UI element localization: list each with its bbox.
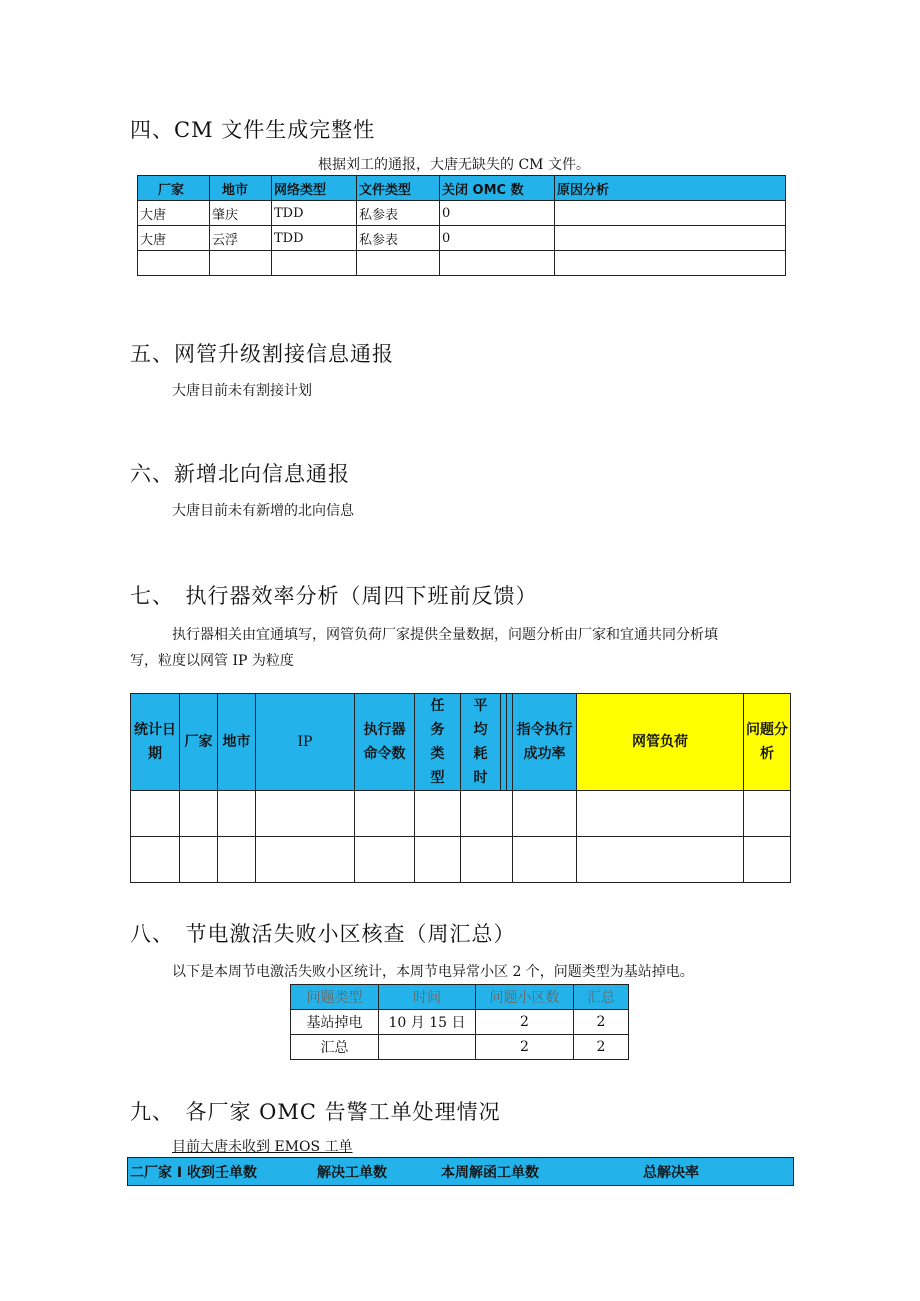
section-8-text: 以下是本周节电激活失败小区统计，本周节电异常小区 2 个，问题类型为基站掉电。 — [172, 964, 694, 980]
col-header: 文件类型 — [357, 176, 440, 201]
table-cell — [744, 837, 791, 883]
table-cell — [555, 201, 786, 226]
table-header-row — [131, 694, 791, 791]
table-cell — [577, 837, 744, 883]
col-header: 统计日期 — [131, 694, 180, 791]
table-cell — [256, 791, 355, 837]
table-cell: 2 — [574, 1010, 629, 1035]
col-header: 解决工单数 — [317, 1165, 387, 1181]
table-cell — [272, 251, 357, 276]
table-cell — [440, 251, 555, 276]
col-header: 问题小区数 — [476, 985, 574, 1010]
table-cell: TDD — [272, 226, 357, 251]
table-cell: 2 — [476, 1010, 574, 1035]
table-cell — [131, 791, 180, 837]
section-6-heading: 六、新增北向信息通报 — [130, 462, 350, 486]
table-cell — [577, 791, 744, 837]
col-header: 问题分析 — [744, 694, 791, 791]
table-cell — [513, 791, 577, 837]
table-cell — [513, 837, 577, 883]
executor-efficiency-table — [130, 693, 791, 883]
table-row — [291, 1010, 629, 1035]
table-row — [138, 226, 786, 251]
table-cell: 0 — [440, 201, 555, 226]
col-header: 本周解函工单数 — [441, 1165, 539, 1181]
col-header: 网络类型 — [272, 176, 357, 201]
table-cell — [461, 837, 513, 883]
table-cell — [180, 791, 218, 837]
table-cell: 私参表 — [357, 201, 440, 226]
table-cell — [744, 791, 791, 837]
cm-file-table — [137, 175, 786, 276]
table-cell — [138, 251, 210, 276]
table-cell: 10 月 15 日 — [379, 1010, 476, 1035]
section-7-text-line2: 写，粒度以网管 IP 为粒度 — [130, 653, 294, 669]
table-header-row — [291, 985, 629, 1010]
col-header: 时间 — [379, 985, 476, 1010]
col-header: 总解决率 — [643, 1165, 699, 1181]
table-cell — [461, 791, 513, 837]
col-header: 原因分析 — [555, 176, 786, 201]
table-cell — [415, 837, 461, 883]
table-cell: 大唐 — [138, 201, 210, 226]
col-header: 汇总 — [574, 985, 629, 1010]
table-cell: 2 — [574, 1035, 629, 1060]
col-header: 问题类型 — [291, 985, 379, 1010]
table-cell: 2 — [476, 1035, 574, 1060]
table-cell — [180, 837, 218, 883]
section-4-note: 根据刘工的通报，大唐无缺失的 CM 文件。 — [318, 157, 590, 173]
section-4-heading: 四、CM 文件生成完整性 — [130, 118, 376, 142]
section-6-text: 大唐目前未有新增的北向信息 — [172, 503, 354, 519]
section-7-text-line1: 执行器相关由宜通填写，网管负荷厂家提供全量数据，问题分析由厂家和宜通共同分析填 — [172, 627, 718, 643]
section-9-text: 目前大唐未收到 EMOS 工单 — [172, 1139, 353, 1155]
table-cell: 大唐 — [138, 226, 210, 251]
table-cell — [355, 837, 415, 883]
table-row — [131, 837, 791, 883]
section-5-heading: 五、网管升级割接信息通报 — [130, 342, 394, 366]
col-header: 网管负荷 — [577, 694, 744, 791]
table-cell: 汇总 — [291, 1035, 379, 1060]
table-cell — [210, 251, 272, 276]
table-cell — [218, 837, 256, 883]
table-cell — [555, 251, 786, 276]
table-row — [291, 1035, 629, 1060]
section-9-heading: 九、 各厂家 OMC 告警工单处理情况 — [130, 1100, 501, 1124]
table-cell — [415, 791, 461, 837]
table-cell: 私参表 — [357, 226, 440, 251]
col-header: 二厂家 I 收到壬单数 — [130, 1165, 257, 1181]
section-8-heading: 八、 节电激活失败小区核查（周汇总） — [130, 922, 516, 946]
col-header: 指令执行成功率 — [513, 694, 577, 791]
table-row — [131, 791, 791, 837]
table-cell: 肇庆 — [210, 201, 272, 226]
table-cell — [218, 791, 256, 837]
omc-ticket-header-bar — [127, 1157, 794, 1186]
table-cell: 云浮 — [210, 226, 272, 251]
table-cell — [379, 1035, 476, 1060]
table-row — [138, 201, 786, 226]
col-header: 地市 — [218, 694, 256, 791]
col-header: 任务类型 — [415, 694, 461, 791]
table-cell — [131, 837, 180, 883]
table-cell: TDD — [272, 201, 357, 226]
table-cell — [256, 837, 355, 883]
table-cell: 0 — [440, 226, 555, 251]
table-cell — [355, 791, 415, 837]
col-header: 厂家 — [180, 694, 218, 791]
col-header: 厂家 — [138, 176, 210, 201]
section-5-text: 大唐目前未有割接计划 — [172, 383, 312, 399]
col-header: IP — [256, 694, 355, 791]
col-header: 平均耗时 — [461, 694, 501, 791]
power-saving-table — [290, 984, 629, 1060]
table-row — [138, 251, 786, 276]
table-cell: 基站掉电 — [291, 1010, 379, 1035]
table-cell — [555, 226, 786, 251]
col-header: 执行器命令数 — [355, 694, 415, 791]
table-header-row — [138, 176, 786, 201]
col-header: 关闭 OMC 数 — [440, 176, 555, 201]
table-cell — [357, 251, 440, 276]
col-header: 地市 — [210, 176, 272, 201]
section-7-heading: 七、 执行器效率分析（周四下班前反馈） — [130, 584, 538, 608]
